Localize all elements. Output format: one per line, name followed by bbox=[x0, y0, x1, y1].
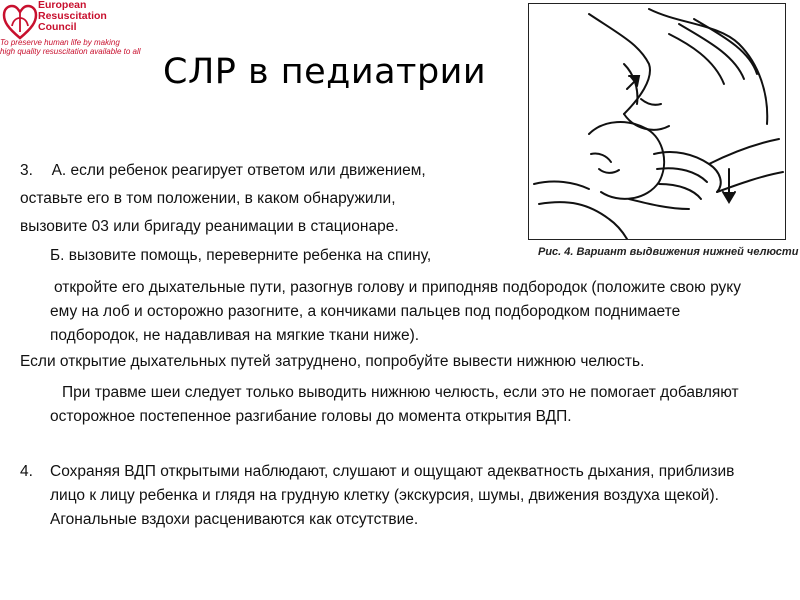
item-4-text: Сохраняя ВДП открытыми наблюдают, слушают и ощущают адекватность дыхания, приблизив лицо к лицу ребенка и глядя на грудную клетку (экскурсия, шумы, движения воздуха щекой). Агональные вздохи расцениваются как отсутствие. bbox=[50, 463, 735, 528]
item-3-line bbox=[20, 159, 426, 183]
heart-lungs-icon bbox=[2, 2, 38, 42]
jaw-thrust-drawing bbox=[529, 4, 785, 239]
item-3-option-b: Б. вызовите помощь, переверните ребенка на спину, bbox=[50, 247, 432, 264]
logo-tagline-line: high quality resuscitation available to all bbox=[0, 47, 141, 56]
item-3-number: 3. bbox=[20, 162, 33, 179]
airway-opening-text: откройте его дыхательные пути, разогнув голову и приподняв подбородок (положите свою руку ему на лоб и осторожно разогните, а кончиками пальцев под подбородком поднимаете подбородок, не надавливая на мягкие ткани ниже). bbox=[50, 279, 741, 344]
neck-trauma-text: При травме шеи следует только выводить нижнюю челюсть, если это не помогает добавляют осторожное постепенное разгибание головы до момента открытия ВДП. bbox=[50, 384, 739, 425]
logo-name-line: Resuscitation bbox=[38, 10, 107, 22]
logo-tagline-line: To preserve human life by making bbox=[0, 38, 120, 47]
figure-caption: Рис. 4. Вариант выдвижения нижней челюсти bbox=[538, 246, 799, 258]
jaw-thrust-illustration bbox=[528, 3, 786, 240]
erc-logo bbox=[0, 0, 141, 56]
logo-name-line: European bbox=[38, 0, 87, 11]
call-emergency-line: вызовите 03 или бригаду реанимации в стационаре. bbox=[20, 218, 399, 235]
item-3-option-a: А. если ребенок реагирует ответом или движением, bbox=[51, 162, 426, 179]
page-title: СЛР в педиатрии bbox=[163, 52, 487, 92]
logo-name-line: Council bbox=[38, 21, 77, 33]
stay-position-line: оставьте его в том положении, в каком обнаружили, bbox=[20, 190, 396, 207]
jaw-thrust-line: Если открытие дыхательных путей затруднено, попробуйте вывести нижнюю челюсть. bbox=[20, 353, 645, 370]
logo-name bbox=[38, 0, 107, 33]
item-4-number: 4. bbox=[20, 463, 33, 480]
logo-tagline bbox=[0, 38, 141, 56]
